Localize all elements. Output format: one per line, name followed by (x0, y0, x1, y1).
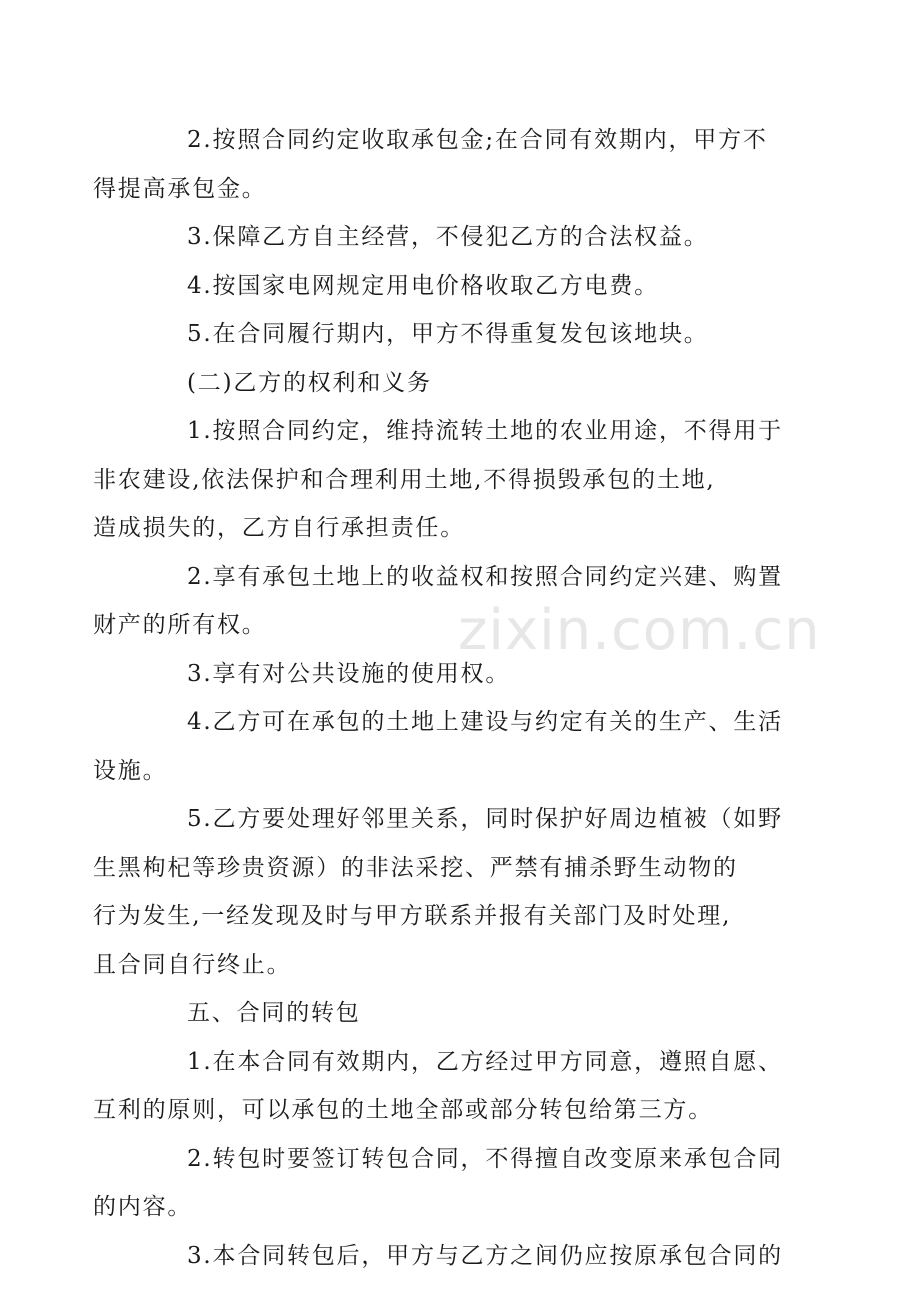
text-line: 财产的所有权。 (93, 612, 267, 638)
text-line: 4.乙方可在承包的土地上建设与约定有关的生产、生活 (187, 709, 783, 735)
text-line: 互利的原则，可以承包的土地全部或部分转包给第三方。 (93, 1097, 713, 1123)
watermark: zixin.com.cn (458, 598, 821, 663)
text-line: 2.转包时要签订转包合同，不得擅自改变原来承包合同 (187, 1145, 783, 1172)
text-line: 行为发生,一经发现及时与甲方联系并报有关部门及时处理, (93, 903, 732, 929)
paragraph-party-a-item-4 (140, 262, 782, 311)
text-line: 2.享有承包土地上的收益权和按照合同约定兴建、购置 (187, 563, 783, 590)
heading-text: 五、合同的转包 (187, 1000, 361, 1026)
text-line: 3.保障乙方自主经营，不侵犯乙方的合法权益。 (187, 224, 709, 250)
text-line: 2.按照合同约定收取承包金;在合同有效期内，甲方不 (187, 127, 768, 153)
text-line: 1.在本合同有效期内，乙方经过甲方同意，遵照自愿、 (187, 1048, 783, 1075)
text-line: 5.在合同履行期内，甲方不得重复发包该地块。 (187, 321, 709, 347)
paragraph-party-a-item-3 (140, 213, 782, 262)
text-line: 非农建设,依法保护和合理利用土地,不得损毁承包的土地, (93, 466, 716, 493)
paragraph-subcontract-item-3 (140, 1232, 782, 1281)
paragraph-party-b-item-1 (93, 407, 783, 553)
text-line: 造成损失的，乙方自行承担责任。 (93, 515, 465, 541)
text-line: 生黑枸杞等珍贵资源）的非法采挖、严禁有捕杀野生动物的 (93, 854, 738, 881)
paragraph-party-a-item-5 (140, 310, 782, 359)
paragraph-subcontract-item-1 (93, 1038, 783, 1135)
document-body (93, 116, 783, 1280)
paragraph-party-b-item-4 (93, 698, 783, 795)
paragraph-subcontract-item-2 (93, 1135, 783, 1232)
text-line: 3.享有对公共设施的使用权。 (187, 660, 511, 687)
paragraph-party-a-item-2 (93, 116, 782, 213)
text-line: 得提高承包金。 (93, 175, 267, 202)
paragraph-party-b-item-2 (93, 553, 783, 650)
text-line: 3.本合同转包后，甲方与乙方之间仍应按原承包合同的 (187, 1242, 783, 1269)
text-line: 5.乙方要处理好邻里关系，同时保护好周边植被（如野 (187, 806, 783, 832)
section-heading-party-b (140, 359, 782, 408)
text-line: 4.按国家电网规定用电价格收取乙方电费。 (187, 272, 659, 299)
text-line: 设施。 (93, 757, 168, 784)
text-line: 且合同自行终止。 (93, 951, 292, 978)
section-heading-subcontract (140, 989, 782, 1038)
text-line: 的内容。 (93, 1194, 193, 1220)
paragraph-party-b-item-3 (140, 650, 782, 699)
text-line: 1.按照合同约定，维持流转土地的农业用途，不得用于 (187, 418, 783, 444)
heading-text: (二)乙方的权利和义务 (187, 369, 432, 396)
paragraph-party-b-item-5 (93, 795, 783, 989)
